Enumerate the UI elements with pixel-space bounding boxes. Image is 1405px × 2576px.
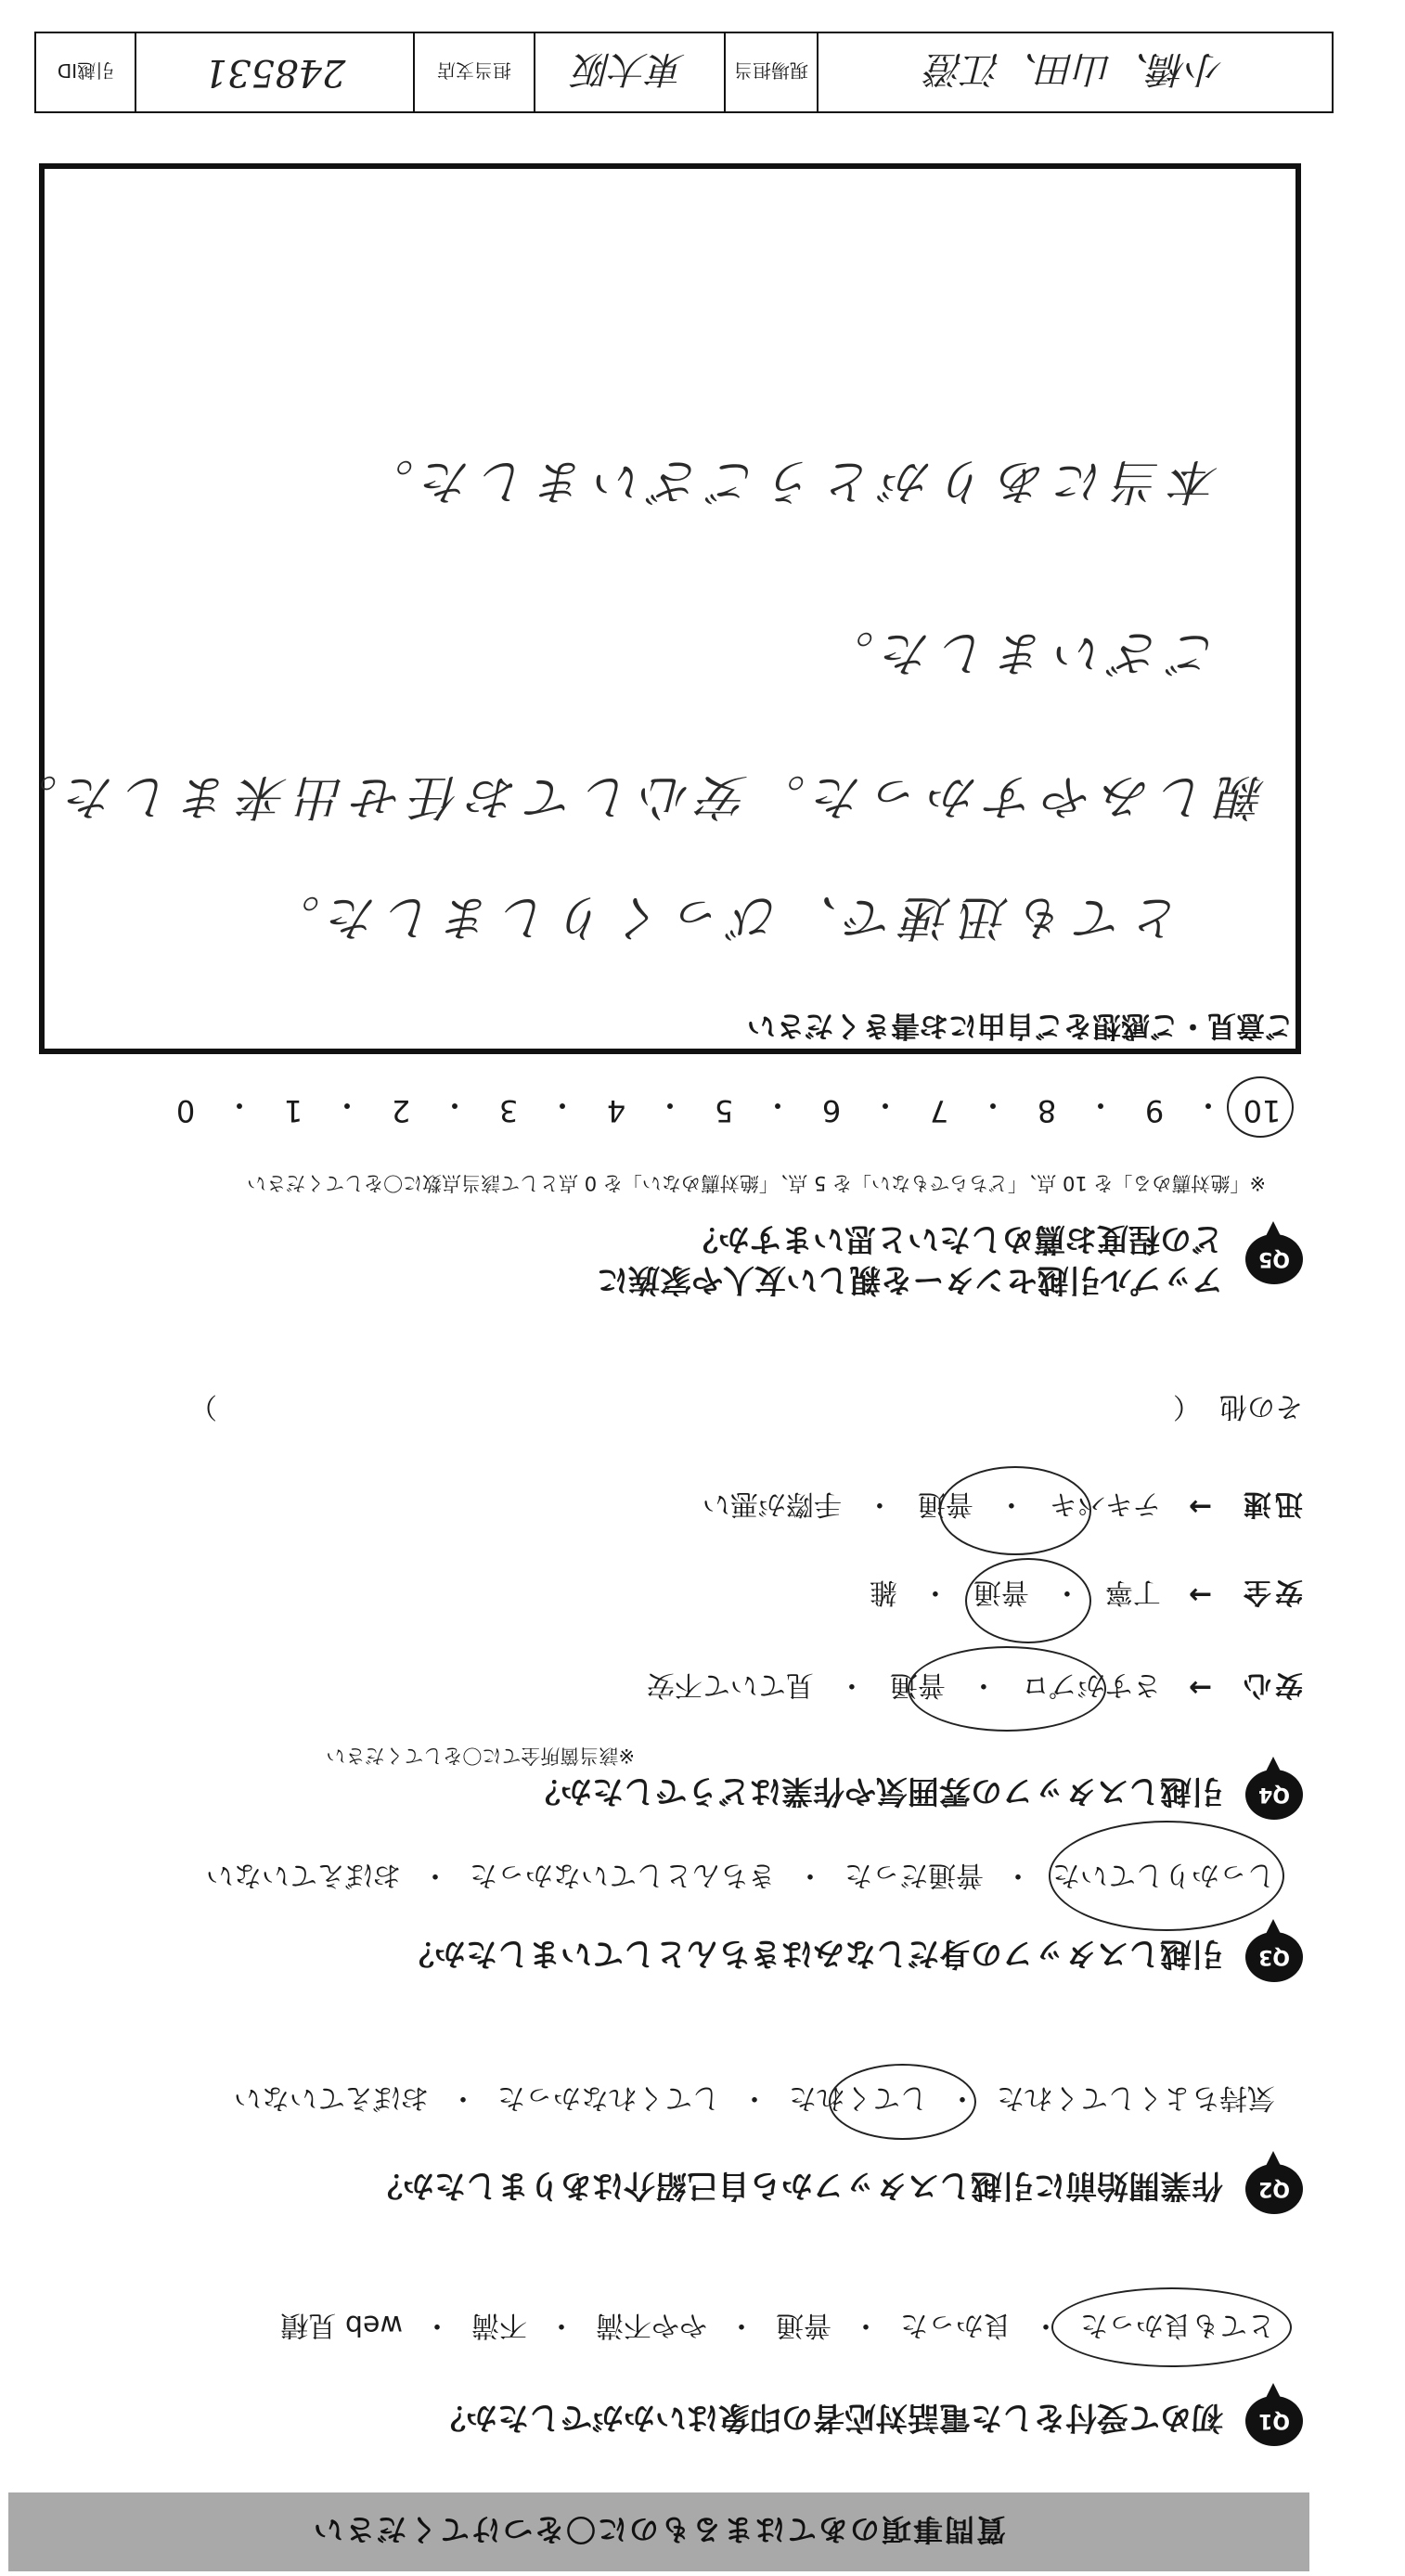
q1-option[interactable]: 普通: [776, 2309, 831, 2341]
q4-note: ※該当箇所全てに〇をしてください: [326, 1745, 635, 1767]
q1-question: 初めて受付をした電話対応者の印象はいかがでしたか？: [434, 2399, 1223, 2437]
scale-value[interactable]: 5: [714, 1093, 734, 1128]
q4-other-label: その他: [1219, 1390, 1303, 1423]
q3-badge: Q3: [1245, 1932, 1303, 1982]
q1-option[interactable]: 良かった: [900, 2309, 1012, 2341]
arrow-icon: →: [1188, 1671, 1212, 1705]
q3-options: しっかりしていた ・ 普通だった ・ きちんとしていなかった ・ おぼえていない: [206, 1858, 1275, 1899]
q1-selection-circle: [1051, 2287, 1292, 2367]
q4-option[interactable]: 手際が悪い: [702, 1488, 842, 1520]
q5-badge: Q5: [1245, 1234, 1303, 1284]
info-table: [34, 32, 1334, 113]
q4-row: [529, 1770, 1303, 1820]
q3-option[interactable]: おぼえていない: [206, 1859, 401, 1891]
q5-row: [597, 1218, 1303, 1300]
q4-option[interactable]: さすがプロ: [1021, 1668, 1161, 1701]
scale-value[interactable]: 2: [391, 1093, 411, 1128]
scale-value[interactable]: 0: [175, 1093, 196, 1128]
q4-option[interactable]: 普通: [917, 1488, 973, 1520]
q2-selection-circle: [829, 2064, 976, 2140]
branch-value-cell: [534, 33, 724, 111]
q2-badge: Q2: [1245, 2164, 1303, 2214]
q4-label: 迅速: [1240, 1488, 1303, 1520]
scale-value[interactable]: 6: [821, 1093, 842, 1128]
q3-option[interactable]: しっかりしていた: [1052, 1859, 1275, 1891]
id-value: 248531: [203, 51, 346, 94]
q3-row: [403, 1932, 1303, 1982]
q3-selection-circle: [1049, 1821, 1284, 1931]
arrow-icon: →: [1188, 1490, 1212, 1524]
q4-row-jinsoku: 迅速 → テキパキ ・ 普通 ・ 手際が悪い: [702, 1487, 1303, 1527]
handwritten-line: 親しみやすかった。安心してお任せ出来ました。: [0, 768, 1266, 824]
q1-options: とても良かった ・ 良かった ・ 普通 ・ やや不満 ・ 不満 ・ web 見積: [280, 2308, 1275, 2349]
q4-option[interactable]: 普通: [889, 1668, 946, 1701]
staff-value: 小橋、山田、江澄: [926, 47, 1224, 91]
staff-value-cell: [817, 33, 1332, 111]
q1-option[interactable]: 不満: [471, 2309, 527, 2341]
instruction-banner: 質問事項のあてはまるものに〇をつけてください: [8, 2492, 1309, 2571]
q2-options: 気持ちよくしてくれた ・ してくれた ・ してくれなかった ・ おぼえていない: [234, 2080, 1275, 2121]
q5-scale: 10 ・ 9 ・ 8 ・ 7 ・ 6 ・ 5 ・ 4 ・ 3 ・ 2 ・ 1 ・ 0: [159, 1086, 1289, 1128]
arrow-icon: →: [1188, 1578, 1212, 1612]
scale-value[interactable]: 9: [1144, 1093, 1165, 1128]
q1-option[interactable]: とても良かった: [1080, 2309, 1275, 2341]
id-label-cell: [37, 33, 135, 111]
q3-option[interactable]: きちんとしていなかった: [470, 1859, 776, 1891]
q1-option[interactable]: web 見積: [280, 2309, 403, 2341]
q2-option[interactable]: してくれなかった: [497, 2081, 720, 2114]
q5-selection-circle: [1227, 1076, 1294, 1138]
branch-value: 東大阪: [574, 47, 686, 91]
id-label: 引越ID: [57, 59, 115, 83]
q1-option[interactable]: やや不満: [596, 2309, 707, 2341]
q4-badge: Q4: [1245, 1770, 1303, 1820]
handwritten-line: とても迅速で、びっくりしました。: [263, 889, 1182, 945]
q3-question: 引越しスタッフの身だしなみはきちんとしていましたか？: [403, 1935, 1223, 1973]
handwritten-line: 本当にありがとうございました。: [355, 453, 1219, 509]
q4-option[interactable]: 普通: [973, 1576, 1029, 1608]
id-value-cell: [135, 33, 413, 111]
q2-question: 作業開始前に引越しスタッフから自己紹介はありましたか？: [371, 2167, 1223, 2205]
q4-label: 安心: [1240, 1668, 1303, 1701]
branch-label: 担当支店: [437, 59, 511, 83]
q4-other: その他 （ ）: [189, 1389, 1303, 1430]
branch-label-cell: [413, 33, 534, 111]
scale-value[interactable]: 10: [1243, 1093, 1282, 1128]
q1-row: [434, 2396, 1303, 2446]
q4-row-anshin: 安心 → さすがプロ ・ 普通 ・ 見ていて不安: [647, 1668, 1303, 1708]
q2-option[interactable]: おぼえていない: [234, 2081, 429, 2114]
q4-selection-circle: [965, 1558, 1091, 1643]
handwritten-line: ございました。: [816, 625, 1219, 680]
staff-label: 現場担当: [734, 59, 808, 83]
q4-question: 引越しスタッフの雰囲気や作業はどうでしたか？: [529, 1772, 1223, 1810]
q2-option[interactable]: 気持ちよくしてくれた: [997, 2081, 1275, 2114]
q5-note: ※「絶対薦める」を 10 点、「どちらでもない」を 5 点、「絶対薦めない」を 0 点として該当点数に〇をしてください: [247, 1172, 1266, 1194]
q2-row: [371, 2164, 1303, 2214]
q4-selection-circle: [908, 1646, 1106, 1732]
q2-option[interactable]: してくれた: [789, 2081, 928, 2114]
q5-question-line1: アップル引越センターを親しい友人や家族に: [597, 1261, 1223, 1298]
q3-option[interactable]: 普通だった: [844, 1859, 984, 1891]
comment-title: ご意見・ご感想をご自由にお書きください: [747, 1009, 1294, 1042]
q4-option[interactable]: 雑: [869, 1576, 897, 1608]
scale-value[interactable]: 4: [606, 1093, 626, 1128]
q4-label: 安全: [1240, 1576, 1303, 1608]
scale-value[interactable]: 7: [929, 1093, 949, 1128]
scale-value[interactable]: 1: [283, 1093, 303, 1128]
staff-label-cell: [724, 33, 817, 111]
q5-question-line2: どの程度お薦めしたいと思いますか？: [687, 1220, 1223, 1257]
scale-value[interactable]: 8: [1037, 1093, 1057, 1128]
q4-row-anzen: 安全 → 丁寧 ・ 普通 ・ 雑: [870, 1575, 1303, 1616]
q4-selection-circle: [939, 1466, 1091, 1555]
scale-value[interactable]: 3: [498, 1093, 519, 1128]
q1-badge: Q1: [1245, 2396, 1303, 2446]
q4-option[interactable]: 丁寧: [1104, 1576, 1161, 1608]
q4-option[interactable]: 見ていて不安: [646, 1668, 814, 1701]
q4-option[interactable]: テキパキ: [1049, 1488, 1161, 1520]
